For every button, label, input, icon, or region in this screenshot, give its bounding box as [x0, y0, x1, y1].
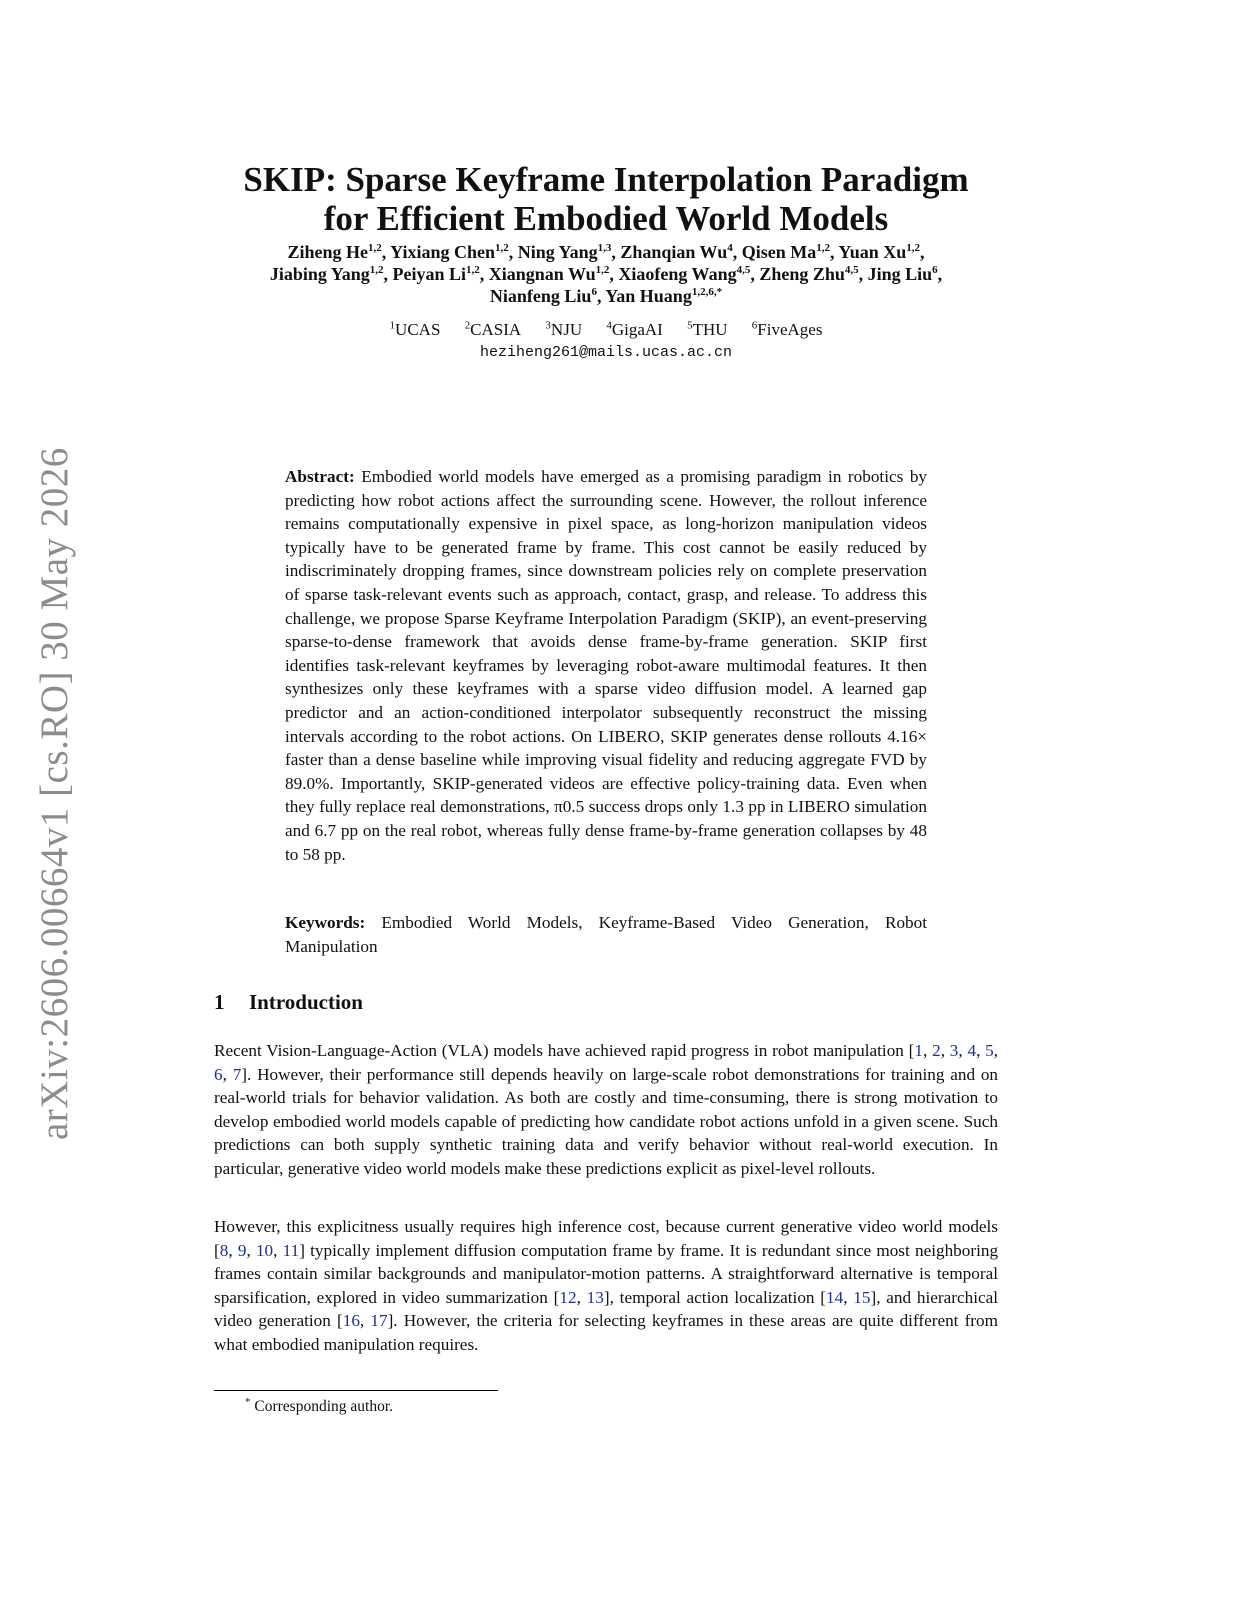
- author-affil-sup: 1,2: [906, 242, 920, 254]
- author-list: [150, 241, 1062, 307]
- footnote-text: Corresponding author.: [254, 1398, 393, 1415]
- contact-email: heziheng261@mails.ucas.ac.cn: [479, 344, 733, 361]
- abstract-text: Embodied world models have emerged as a promising paradigm in robotics by predicting how robot actions affect the surrounding scene. However, the rollout inference remains computationally expensive in pixel space, as long-horizon manipulation videos typically have to be generated frame by frame. This cost cannot be easily reduced by indiscriminately dropping frames, since downstream policies rely on complete preservation of sparse task-relevant events such as approach, contact, grasp, and release. To address this challenge, we propose Sparse Keyframe Interpolation Paradigm (SKIP), an event-preserving sparse-to-dense framework that avoids dense frame-by-frame generation. SKIP first identifies task-relevant keyframes by leveraging robot-aware multimodal features. It then synthesizes only these keyframes with a sparse video diffusion model. A learned gap predictor and an action-conditioned interpolator subsequently reconstruct the missing intervals according to the robot actions. On LIBERO, SKIP generates dense rollouts 4.16× faster than a dense baseline while improving visual fidelity and reducing aggregate FVD by 89.0%. Importantly, SKIP-generated videos are effective policy-training data. Even when they fully replace real demonstrations, π0.5 success drops only 1.3 pp in LIBERO simulation and 6.7 pp on the real robot, whereas fully dense frame-by-frame generation collapses by 48 to 58 pp.: [285, 467, 928, 864]
- citation-link[interactable]: 12: [559, 1287, 577, 1307]
- citation-separator: ,: [576, 1287, 587, 1307]
- author-line-1: Ziheng He$^{1,2}$, Yixiang Chen$^{1,2}$, Ning Yang$^{1,3}$, Zhanqian Wu$^4$, Qisen Ma$^{1,2}$, Yuan Xu$^{1,2}$,: [287, 242, 925, 262]
- keywords-text: Embodied World Models, Keyframe-Based Video Generation, Robot Manipulation: [285, 913, 927, 956]
- author-name: Peiyan Li: [392, 264, 466, 284]
- citation-link[interactable]: 4: [967, 1041, 977, 1060]
- citation-link[interactable]: 9: [237, 1240, 247, 1260]
- author-name: Xiangnan Wu: [488, 264, 596, 284]
- author-affil-sup: 1,2: [465, 264, 480, 276]
- intro-paragraph-1: Recent Vision-Language-Action (VLA) models have achieved rapid progress in robot manipulation [1, 2, 3, 4, 5, 6, 7]. However, their performance still depends heavily on large-scale robot demonstrations for training and on real-world trials for behavior validation. As both are costly and time-consuming, there is strong motivation to develop embodied world models capable of predicting how candidate robot actions unfold in a given scene. Such predictions can both supply synthetic training data and verify behavior without real-world execution. In particular, generative video world models make these predictions explicit as pixel-level rollouts.: [214, 1041, 999, 1178]
- author-name: Yuan Xu: [838, 242, 907, 262]
- footnote: [245, 1397, 393, 1417]
- section-title: Introduction: [249, 990, 363, 1014]
- section-heading: [214, 988, 363, 1016]
- citation-separator: ,: [228, 1240, 238, 1260]
- author-affil-sup: 6: [591, 286, 597, 298]
- author-name: Jing Liu: [867, 264, 933, 284]
- citation-link[interactable]: 14: [826, 1287, 844, 1307]
- abstract: [285, 465, 927, 866]
- affiliation: $^1$UCAS: [389, 319, 441, 339]
- citation-group: [220, 1241, 299, 1260]
- citation-link[interactable]: 15: [853, 1287, 871, 1307]
- author-affil-sup: 4,5: [844, 264, 859, 276]
- citation-link[interactable]: 17: [370, 1311, 388, 1331]
- affiliation-list: [150, 319, 1062, 341]
- abstract-label: Abstract:: [285, 467, 355, 486]
- author-name: Qisen Ma: [741, 242, 817, 262]
- citation-separator: ,: [923, 1041, 933, 1060]
- intro-paragraph-2: However, this explicitness usually requires high inference cost, because current generative video world models [8, 9, 10, 11] typically implement diffusion computation frame by frame. It is redundant since most neighboring frames contain similar backgrounds and manipulator-motion patterns. A straightforward alternative is temporal sparsification, explored in video summarization [12, 13], temporal action localization [14, 15], and hierarchical video generation [16, 17]. However, the criteria for selecting keyframes in these areas are quite different from what embodied manipulation requires.: [214, 1217, 999, 1354]
- author-name: Nianfeng Liu: [489, 286, 592, 306]
- author-affil-sup: 1,2: [595, 264, 610, 276]
- author-affil-sup: 1,3: [597, 242, 612, 254]
- section-number: 1: [214, 990, 225, 1014]
- author-affil-sup: 6: [932, 264, 938, 276]
- author-name: Yan Huang: [605, 286, 692, 306]
- author-affil-sup: 1,2,6,*: [691, 286, 723, 298]
- author-affil-sup: 1,2: [369, 264, 384, 276]
- citation-link[interactable]: 1: [914, 1041, 923, 1060]
- citation-link[interactable]: 10: [255, 1240, 274, 1260]
- author-affil-sup: 1,2: [494, 242, 509, 254]
- citation-separator: ,: [958, 1041, 968, 1060]
- citation-separator: ,: [993, 1041, 999, 1060]
- affiliation: $^6$FiveAges: [751, 319, 823, 339]
- title-line-2: for Efficient Embodied World Models: [323, 199, 889, 238]
- author-affil-sup: 4,5: [736, 264, 751, 276]
- citation-separator: ,: [843, 1287, 854, 1307]
- author-name: Zheng Zhu: [759, 264, 845, 284]
- citation-group: [559, 1288, 603, 1307]
- affiliation: $^4$GigaAI: [606, 319, 663, 339]
- citation-separator: ,: [222, 1064, 233, 1084]
- citation-group: [826, 1288, 870, 1307]
- citation-link[interactable]: 16: [342, 1311, 360, 1331]
- citation-separator: ,: [940, 1041, 950, 1060]
- citation-separator: ,: [976, 1041, 986, 1060]
- affiliation: $^2$CASIA: [464, 319, 522, 339]
- paper-title: [150, 160, 1062, 238]
- author-affil-sup: 1,2: [816, 242, 830, 254]
- citation-link[interactable]: 2: [932, 1041, 941, 1060]
- citation-link[interactable]: 13: [586, 1287, 604, 1307]
- citation-link[interactable]: 7: [232, 1064, 242, 1084]
- author-line-3: Nianfeng Liu$^6$, Yan Huang$^{1,2,6,*}$: [489, 286, 723, 306]
- author-name: Jiabing Yang: [269, 264, 370, 284]
- citation-separator: ,: [246, 1240, 256, 1260]
- citation-separator: ,: [359, 1311, 371, 1331]
- affiliation: $^5$THU: [687, 319, 728, 339]
- author-name: Ziheng He: [287, 242, 369, 262]
- footnote-rule: [214, 1390, 498, 1391]
- citation-link[interactable]: 6: [214, 1064, 223, 1084]
- title-line-1: SKIP: Sparse Keyframe Interpolation Paradigm: [243, 160, 969, 199]
- keywords: [285, 911, 927, 958]
- citation-separator: ,: [273, 1240, 283, 1260]
- affiliation: $^3$NJU: [545, 319, 583, 339]
- author-name: Zhanqian Wu: [620, 242, 728, 262]
- citation-group: [343, 1311, 388, 1330]
- author-line-2: Jiabing Yang$^{1,2}$, Peiyan Li$^{1,2}$, Xiangnan Wu$^{1,2}$, Xiaofeng Wang$^{4,5}$, Zheng Zhu$^{4,5}$, Jing Liu$^6$,: [269, 264, 943, 284]
- arxiv-watermark: arXiv:2606.00664v1 [cs.RO] 30 May 2026: [33, 447, 76, 1140]
- citation-link[interactable]: 5: [985, 1041, 994, 1060]
- author-name: Xiaofeng Wang: [618, 264, 737, 284]
- author-affil-sup: 1,2: [368, 242, 382, 254]
- footnote-mark: *: [245, 1395, 251, 1408]
- citation-link[interactable]: 3: [949, 1041, 959, 1060]
- author-name: Ning Yang: [517, 242, 598, 262]
- author-affil-sup: 4: [727, 242, 733, 254]
- keywords-label: Keywords:: [285, 913, 366, 932]
- citation-link[interactable]: 11: [282, 1240, 300, 1260]
- author-name: Yixiang Chen: [390, 242, 495, 262]
- citation-link[interactable]: 8: [219, 1240, 229, 1260]
